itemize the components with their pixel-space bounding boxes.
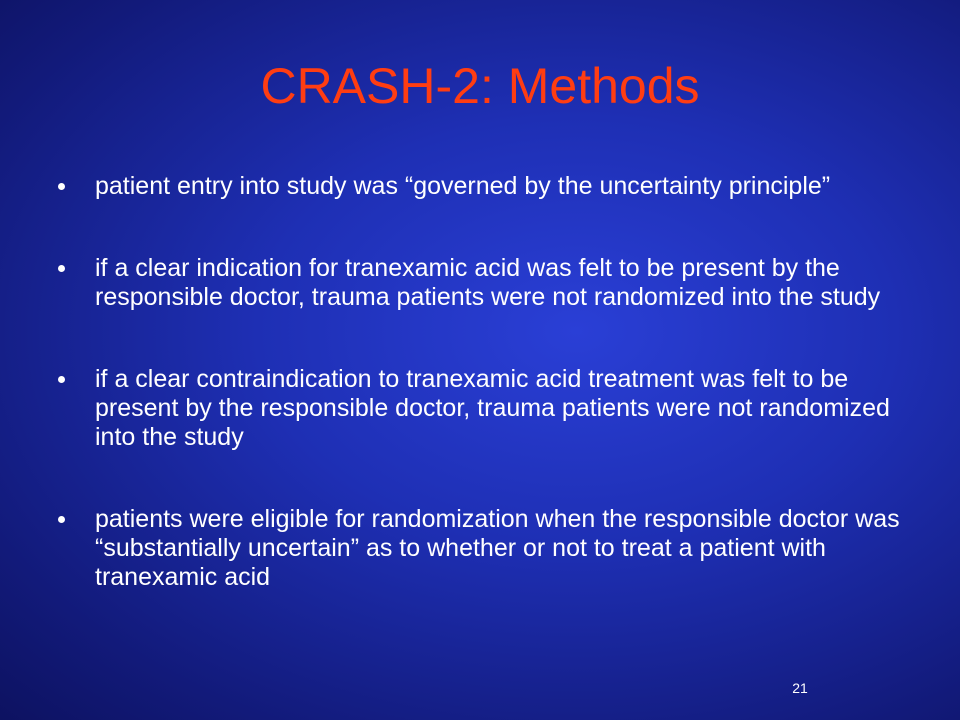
bullet-dot-icon	[58, 183, 65, 190]
bullet-list	[58, 172, 918, 592]
bullet-dot-icon	[58, 376, 65, 383]
bullet-text: patient entry into study was “governed by the uncertainty principle”	[95, 172, 831, 200]
bullet-text: if a clear indication for tranexamic acid was felt to be present by the responsible doctor, trauma patients were not randomized into the study	[95, 254, 881, 311]
bullet-text: if a clear contraindication to tranexamic acid treatment was felt to be present by the responsible doctor, trauma patients were not randomized into the study	[95, 365, 890, 451]
bullet-dot-icon	[58, 265, 65, 272]
page-number: 21	[792, 680, 808, 696]
bullet-dot-icon	[58, 516, 65, 523]
bullet-item-uncertainty-principle	[58, 172, 918, 201]
bullet-text: patients were eligible for randomization when the responsible doctor was “substantially uncertain” as to whether or not to treat a patient with tranexamic acid	[95, 505, 900, 591]
bullet-item-clear-contraindication	[58, 365, 918, 452]
slide-title: CRASH-2: Methods	[260, 58, 700, 114]
bullet-item-eligibility	[58, 505, 918, 592]
bullet-item-clear-indication	[58, 254, 918, 312]
